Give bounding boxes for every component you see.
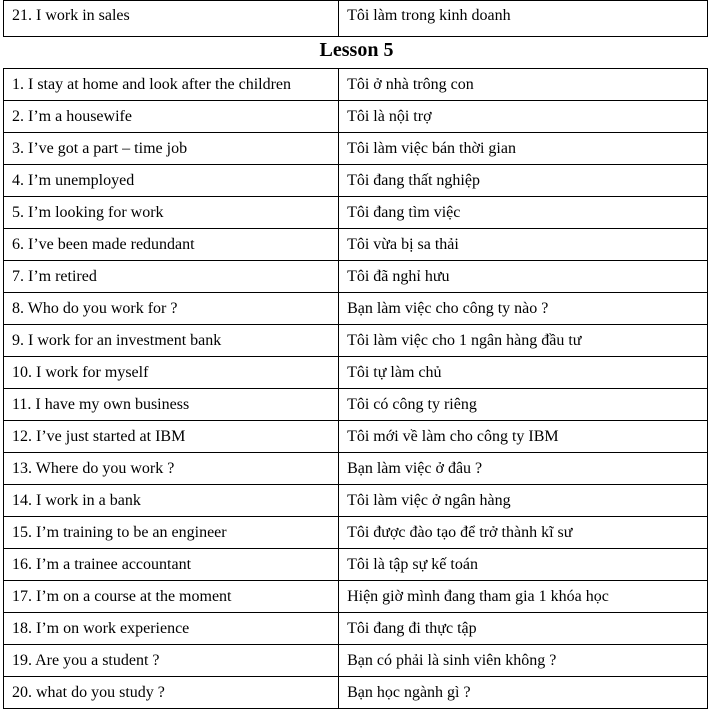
table-row [4, 261, 708, 293]
vietnamese-translation: Tôi đang tìm việc [339, 197, 708, 229]
vietnamese-translation: Tôi đã nghỉ hưu [339, 261, 708, 293]
english-phrase: 19. Are you a student ? [4, 645, 339, 677]
table-row [4, 229, 708, 261]
english-phrase: 21. I work in sales [4, 1, 339, 37]
vietnamese-translation: Tôi đang đi thực tập [339, 613, 708, 645]
table-row [4, 325, 708, 357]
vietnamese-translation: Tôi làm việc bán thời gian [339, 133, 708, 165]
table-row [4, 549, 708, 581]
vietnamese-translation: Tôi làm việc ở ngân hàng [339, 485, 708, 517]
vietnamese-translation: Bạn làm việc ở đâu ? [339, 453, 708, 485]
table-row [4, 1, 708, 37]
vietnamese-translation: Tôi có công ty riêng [339, 389, 708, 421]
english-phrase: 5. I’m looking for work [4, 197, 339, 229]
english-phrase: 13. Where do you work ? [4, 453, 339, 485]
table-row [4, 197, 708, 229]
table-row [4, 421, 708, 453]
table-row [4, 581, 708, 613]
english-phrase: 11. I have my own business [4, 389, 339, 421]
table-row [4, 453, 708, 485]
english-phrase: 8. Who do you work for ? [4, 293, 339, 325]
vietnamese-translation: Tôi mới về làm cho công ty IBM [339, 421, 708, 453]
table-row [4, 389, 708, 421]
vietnamese-translation: Tôi là nội trợ [339, 101, 708, 133]
english-phrase: 17. I’m on a course at the moment [4, 581, 339, 613]
english-phrase: 20. what do you study ? [4, 677, 339, 709]
vietnamese-translation: Tôi tự làm chủ [339, 357, 708, 389]
table-row [4, 645, 708, 677]
vietnamese-translation: Tôi ở nhà trông con [339, 69, 708, 101]
english-phrase: 3. I’ve got a part – time job [4, 133, 339, 165]
english-phrase: 4. I’m unemployed [4, 165, 339, 197]
vietnamese-translation: Tôi vừa bị sa thải [339, 229, 708, 261]
vietnamese-translation: Tôi làm trong kinh doanh [339, 1, 708, 37]
table-row [4, 101, 708, 133]
lesson-table-body [4, 69, 708, 709]
vietnamese-translation: Hiện giờ mình đang tham gia 1 khóa học [339, 581, 708, 613]
english-phrase: 9. I work for an investment bank [4, 325, 339, 357]
table-row [4, 357, 708, 389]
english-phrase: 2. I’m a housewife [4, 101, 339, 133]
vietnamese-translation: Tôi là tập sự kế toán [339, 549, 708, 581]
table-row [4, 613, 708, 645]
table-row [4, 293, 708, 325]
vietnamese-translation: Tôi được đào tạo để trở thành kĩ sư [339, 517, 708, 549]
table-row [4, 677, 708, 709]
vietnamese-translation: Bạn học ngành gì ? [339, 677, 708, 709]
lesson-title: Lesson 5 [319, 39, 394, 61]
vietnamese-translation: Bạn có phải là sinh viên không ? [339, 645, 708, 677]
english-phrase: 7. I’m retired [4, 261, 339, 293]
english-phrase: 6. I’ve been made redundant [4, 229, 339, 261]
vietnamese-translation: Tôi đang thất nghiệp [339, 165, 708, 197]
english-phrase: 14. I work in a bank [4, 485, 339, 517]
english-phrase: 10. I work for myself [4, 357, 339, 389]
vietnamese-translation: Tôi làm việc cho 1 ngân hàng đầu tư [339, 325, 708, 357]
lesson-table [3, 68, 708, 709]
english-phrase: 18. I’m on work experience [4, 613, 339, 645]
table-row [4, 517, 708, 549]
vietnamese-translation: Bạn làm việc cho công ty nào ? [339, 293, 708, 325]
english-phrase: 16. I’m a trainee accountant [4, 549, 339, 581]
table-row [4, 69, 708, 101]
table-row [4, 133, 708, 165]
table-row [4, 165, 708, 197]
english-phrase: 12. I’ve just started at IBM [4, 421, 339, 453]
table-row [4, 485, 708, 517]
english-phrase: 15. I’m training to be an engineer [4, 517, 339, 549]
english-phrase: 1. I stay at home and look after the children [4, 69, 339, 101]
previous-lesson-table [3, 0, 708, 37]
